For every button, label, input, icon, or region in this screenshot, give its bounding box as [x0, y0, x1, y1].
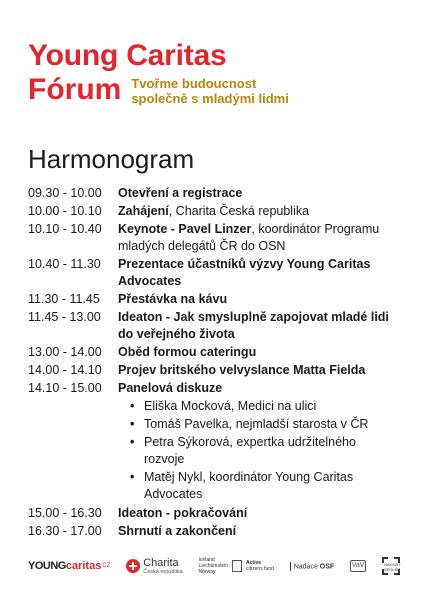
- header: [28, 40, 289, 106]
- eea-fund-name: citizens fund: [246, 566, 274, 572]
- panel-item: • Eliška Mocková, Medici na ulici: [128, 398, 398, 415]
- charita-cross-icon: [126, 559, 140, 573]
- schedule-row: [28, 185, 398, 202]
- schedule-desc-rest: , Charita Česká republika: [168, 204, 310, 218]
- schedule-time: 11.30 - 11.45: [28, 292, 100, 306]
- spolek-logo: NAKAZIT SPOLEK: [382, 557, 400, 575]
- schedule-desc: [118, 203, 398, 220]
- osf-bold: OSF: [319, 562, 335, 570]
- schedule-row: [28, 380, 398, 504]
- schedule-desc-bold: Shrnutí a zakončení: [118, 524, 237, 538]
- schedule-row: [28, 523, 398, 540]
- charita-logo-sub: Česká republika: [143, 568, 183, 575]
- partner-logos: [28, 550, 400, 582]
- schedule-desc-bold: Keynote - Pavel Linzer: [118, 222, 252, 236]
- schedule-row: [28, 203, 398, 220]
- eea-country: Iceland: [198, 557, 215, 563]
- tagline-line1: Tvořme budoucnost: [131, 76, 257, 91]
- young-caritas-logo: [28, 560, 110, 572]
- schedule-desc: [118, 221, 398, 255]
- panel-item: • Matěj Nykl, koordinátor Young Caritas Advocates: [128, 469, 398, 503]
- schedule-desc-bold: Panelová diskuze: [118, 381, 223, 395]
- eea-countries: [199, 557, 228, 575]
- osf-bar-icon: [290, 562, 291, 571]
- schedule-time: 16.30 - 17.00: [28, 524, 102, 538]
- schedule-row: [28, 256, 398, 290]
- schedule-desc-bold: Projev britského velvyslance Matta Fielda: [118, 363, 366, 377]
- schedule-desc: [118, 362, 398, 379]
- panel-list: [128, 398, 398, 503]
- schedule: [28, 185, 398, 541]
- schedule-row: [28, 505, 398, 522]
- osf-nadace: Nadace: [293, 562, 318, 570]
- schedule-desc-bold: Prezentace účastníků výzvy Young Caritas Advocates: [118, 257, 371, 288]
- eea-country: Liechtenstein: [198, 563, 229, 569]
- schedule-desc: [118, 344, 398, 361]
- schedule-desc-bold: Ideaton - Jak smysluplně zapojovat mladé lidi do veřejného života: [118, 310, 389, 341]
- schedule-desc: [118, 185, 398, 202]
- schedule-desc-bold: Otevření a registrace: [118, 186, 243, 200]
- schedule-desc: [118, 380, 398, 504]
- eea-mark-icon: [232, 560, 242, 572]
- schedule-desc-rest: , koordinátor Programu mladých delegátů ČR do OSN: [118, 222, 380, 253]
- panel-item: • Tomáš Pavelka, nejmladší starosta v ČR: [128, 416, 398, 433]
- schedule-desc: [118, 256, 398, 290]
- schedule-desc: [118, 523, 398, 540]
- title-young-caritas: Young Caritas: [28, 39, 227, 72]
- title-row: [28, 74, 289, 106]
- eea-fund: [246, 560, 274, 572]
- schedule-desc: [118, 505, 398, 522]
- schedule-time: 10.10 - 10.40: [28, 222, 102, 236]
- schedule-row: [28, 362, 398, 379]
- schedule-desc: [118, 291, 398, 308]
- schedule-desc-bold: Ideaton - pokračování: [118, 506, 248, 520]
- charita-logo: [126, 558, 182, 575]
- nadace-osf-logo: [290, 562, 334, 571]
- schedule-desc: [118, 309, 398, 343]
- schedule-time: 14.10 - 15.00: [28, 381, 102, 395]
- schedule-time: 09.30 - 10.00: [28, 186, 102, 200]
- schedule-row: [28, 291, 398, 308]
- schedule-row: [28, 221, 398, 255]
- schedule-time: 14.00 - 14.10: [28, 363, 102, 377]
- schedule-row: [28, 309, 398, 343]
- vav-mark-icon: VaV: [350, 560, 366, 572]
- schedule-desc-bold: Přestávka na kávu: [118, 292, 228, 306]
- schedule-desc-bold: Oběd formou cateringu: [118, 345, 257, 359]
- tagline: [131, 76, 289, 106]
- eea-fund-active: Active: [246, 560, 262, 566]
- schedule-row: [28, 344, 398, 361]
- schedule-time: 13.00 - 14.00: [28, 345, 102, 359]
- panel-item: • Petra Sýkorová, expertka udržitelného rozvoje: [128, 434, 398, 468]
- schedule-desc-bold: Zahájení: [118, 204, 169, 218]
- eea-country: Norway: [198, 569, 216, 575]
- section-title: Harmonogram: [28, 144, 195, 174]
- schedule-time: 10.40 - 11.30: [28, 257, 101, 271]
- tagline-line2: společně s mladými lidmi: [131, 91, 289, 106]
- young-caritas-logo-cz: CZ: [102, 563, 111, 569]
- charita-logo-name: Charita: [143, 556, 179, 569]
- title-forum: Fórum: [28, 73, 122, 106]
- schedule-time: 11.45 - 13.00: [28, 310, 101, 324]
- young-caritas-logo-young: YOUNG: [28, 560, 66, 572]
- schedule-time: 10.00 - 10.10: [28, 204, 102, 218]
- young-caritas-logo-caritas: caritas: [65, 560, 102, 572]
- vav-logo: [350, 560, 366, 572]
- eea-grants-logo: [199, 557, 274, 575]
- schedule-time: 15.00 - 16.30: [28, 506, 102, 520]
